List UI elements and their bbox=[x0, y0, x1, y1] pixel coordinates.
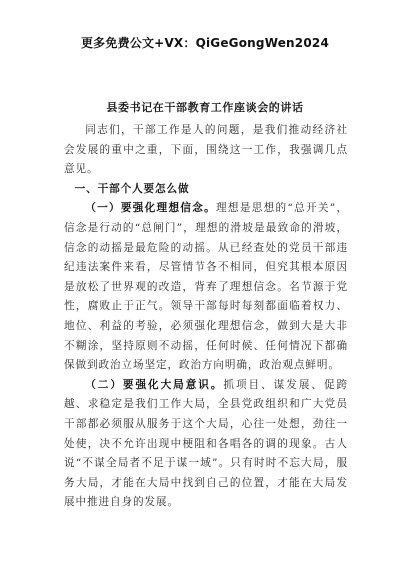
point-1-text: 理想是思想的“总开关”，信念是行动的“总闸门”，理想的滑坡是最致命的滑坡，信念的动摇是最危险的动摇。从已经查处的党员干部违纪违法案件来看，尽管情节各不相同，但究其根本原因是放松了世界观的改造，背弃了理想信念。名节源于党性，腐败止于正气。领导干部每时每刻都面临着权力、地位、利益的考验，必须强化理想信念，做到大是大非不糊涂，坚持原则不动摇，任何时候、任何情况下都确保做到政治立场坚定，政治方向明确，政治观点鲜明。 bbox=[64, 202, 348, 372]
intro-paragraph: 同志们，干部工作是人的问题，是我们推动经济社会发展的重中之重，下面，围绕这一工作，我强调几点意见。 bbox=[64, 124, 348, 176]
point-2-lead: （二）要强化大局意识。 bbox=[85, 378, 224, 391]
point-1-lead: （一）要强化理想信念。 bbox=[85, 202, 217, 215]
section-heading-1: 一、干部个人要怎么做 bbox=[74, 182, 190, 195]
point-1-paragraph bbox=[64, 199, 348, 375]
document-title: 县委书记在干部教育工作座谈会的讲话 bbox=[106, 101, 304, 114]
point-2-paragraph bbox=[64, 376, 348, 513]
document-body bbox=[64, 121, 348, 513]
point-2-text: 抓项目、谋发展、促跨越、求稳定是我们工作大局，全县党政组织和广大党员干部都必须服从服务于这个大局，心往一处想，劲往一处使，决不允许出现中梗阻和各唱各的调的现象。古人说“不谋全局者不足于谋一域”。只有时时不忘大局，服务大局，才能在大局中找到自己的位置，才能在大局发展中推进自身的发展。 bbox=[64, 378, 349, 509]
promo-watermark: 更多免费公文+VX：QiGeGongWen2024 bbox=[80, 36, 329, 50]
